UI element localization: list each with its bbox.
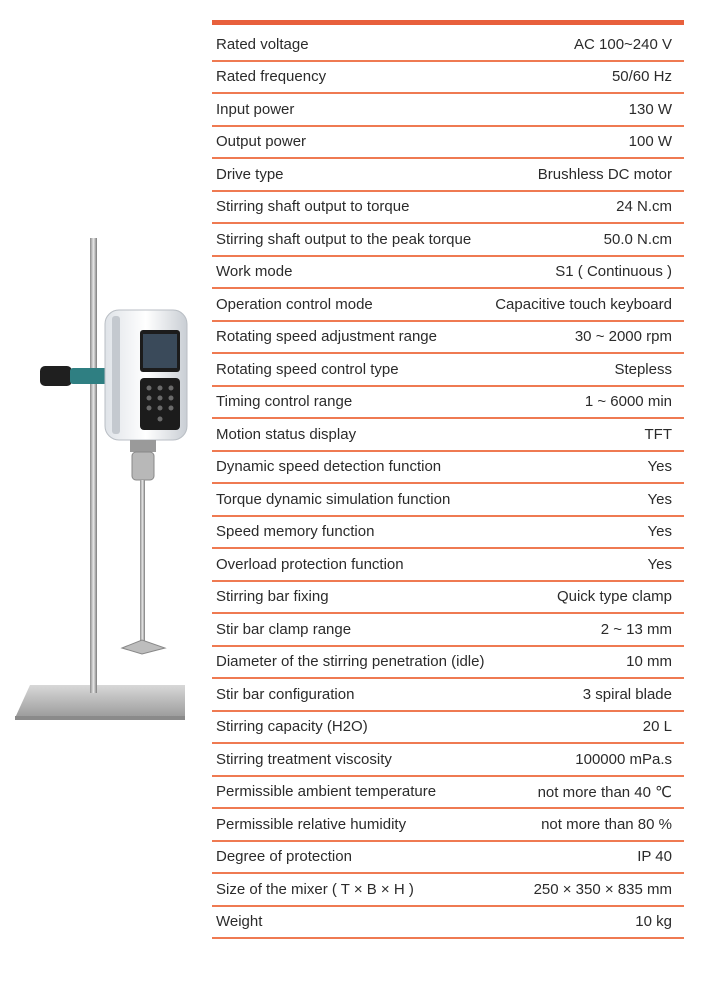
- spec-value: Yes: [647, 555, 672, 573]
- top-accent-bar: [212, 20, 684, 25]
- spec-value: 10 mm: [626, 653, 672, 671]
- spec-row: [212, 712, 684, 745]
- spec-value: 100000 mPa.s: [575, 750, 672, 768]
- spec-row: [212, 582, 684, 615]
- spec-label: Stirring capacity (H2O): [216, 718, 368, 736]
- spec-value: Brushless DC motor: [537, 165, 672, 183]
- spec-row: [212, 257, 684, 290]
- spec-row: [212, 159, 684, 192]
- spec-label: Torque dynamic simulation function: [216, 490, 451, 508]
- spec-table: [212, 20, 684, 939]
- spec-row: [212, 192, 684, 225]
- spec-label: Size of the mixer ( T × B × H ): [216, 880, 414, 898]
- spec-label: Stir bar configuration: [216, 685, 355, 703]
- spec-row: [212, 484, 684, 517]
- spec-label: Stirring shaft output to torque: [216, 198, 410, 216]
- spec-value: IP 40: [637, 848, 672, 866]
- spec-value: 100 W: [628, 133, 672, 151]
- spec-value: Stepless: [614, 360, 672, 378]
- spec-label: Permissible ambient temperature: [216, 783, 437, 801]
- spec-label: Overload protection function: [216, 555, 404, 573]
- spec-row: [212, 127, 684, 160]
- spec-value: 24 N.cm: [616, 198, 672, 216]
- spec-label: Work mode: [216, 263, 293, 281]
- spec-row: [212, 679, 684, 712]
- spec-row: [212, 224, 684, 257]
- spec-label: Rated voltage: [216, 35, 309, 53]
- spec-label: Input power: [216, 100, 295, 118]
- spec-value: 1 ~ 6000 min: [584, 393, 672, 411]
- spec-value: 10 kg: [635, 913, 672, 931]
- spec-row: [212, 289, 684, 322]
- spec-row: [212, 647, 684, 680]
- spec-label: Weight: [216, 913, 263, 931]
- spec-label: Rotating speed adjustment range: [216, 328, 437, 346]
- spec-label: Stirring bar fixing: [216, 588, 329, 606]
- spec-label: Output power: [216, 133, 307, 151]
- spec-row: [212, 614, 684, 647]
- spec-row: [212, 744, 684, 777]
- spec-row: [212, 387, 684, 420]
- spec-row: [212, 907, 684, 940]
- product-photo: [0, 230, 200, 730]
- spec-value: S1 ( Continuous ): [555, 263, 672, 281]
- spec-value: Quick type clamp: [556, 588, 672, 606]
- spec-value: 50.0 N.cm: [603, 230, 672, 248]
- spec-label: Diameter of the stirring penetration (idle): [216, 653, 485, 671]
- spec-value: 50/60 Hz: [611, 68, 672, 86]
- spec-row: [212, 354, 684, 387]
- spec-row: [212, 809, 684, 842]
- spec-value: TFT: [644, 425, 672, 443]
- spec-label: Motion status display: [216, 425, 357, 443]
- spec-label: Degree of protection: [216, 848, 352, 866]
- spec-row: [212, 517, 684, 550]
- spec-row: [212, 29, 684, 62]
- spec-label: Rated frequency: [216, 68, 327, 86]
- spec-label: Speed memory function: [216, 523, 375, 541]
- spec-value: 20 L: [642, 718, 672, 736]
- spec-value: AC 100~240 V: [574, 35, 672, 53]
- spec-value: Yes: [647, 458, 672, 476]
- spec-row: [212, 842, 684, 875]
- spec-row: [212, 549, 684, 582]
- spec-value: not more than 80 %: [541, 815, 672, 833]
- spec-label: Stirring treatment viscosity: [216, 750, 392, 768]
- spec-row: [212, 452, 684, 485]
- spec-row: [212, 94, 684, 127]
- spec-value: Yes: [647, 523, 672, 541]
- spec-value: 250 × 350 × 835 mm: [533, 880, 672, 898]
- spec-value: 30 ~ 2000 rpm: [574, 328, 672, 346]
- spec-value: not more than 40 ℃: [537, 783, 672, 801]
- spec-label: Permissible relative humidity: [216, 815, 407, 833]
- spec-row: [212, 62, 684, 95]
- spec-label: Drive type: [216, 165, 284, 183]
- spec-value: Capacitive touch keyboard: [495, 295, 672, 313]
- spec-label: Rotating speed control type: [216, 360, 399, 378]
- spec-row: [212, 777, 684, 810]
- spec-row: [212, 874, 684, 907]
- spec-label: Stirring shaft output to the peak torque: [216, 230, 472, 248]
- spec-label: Timing control range: [216, 393, 353, 411]
- spec-label: Operation control mode: [216, 295, 373, 313]
- spec-value: Yes: [647, 490, 672, 508]
- spec-value: 3 spiral blade: [582, 685, 672, 703]
- spec-row: [212, 419, 684, 452]
- spec-label: Stir bar clamp range: [216, 620, 352, 638]
- spec-label: Dynamic speed detection function: [216, 458, 442, 476]
- spec-value: 130 W: [628, 100, 672, 118]
- spec-row: [212, 322, 684, 355]
- spec-value: 2 ~ 13 mm: [600, 620, 672, 638]
